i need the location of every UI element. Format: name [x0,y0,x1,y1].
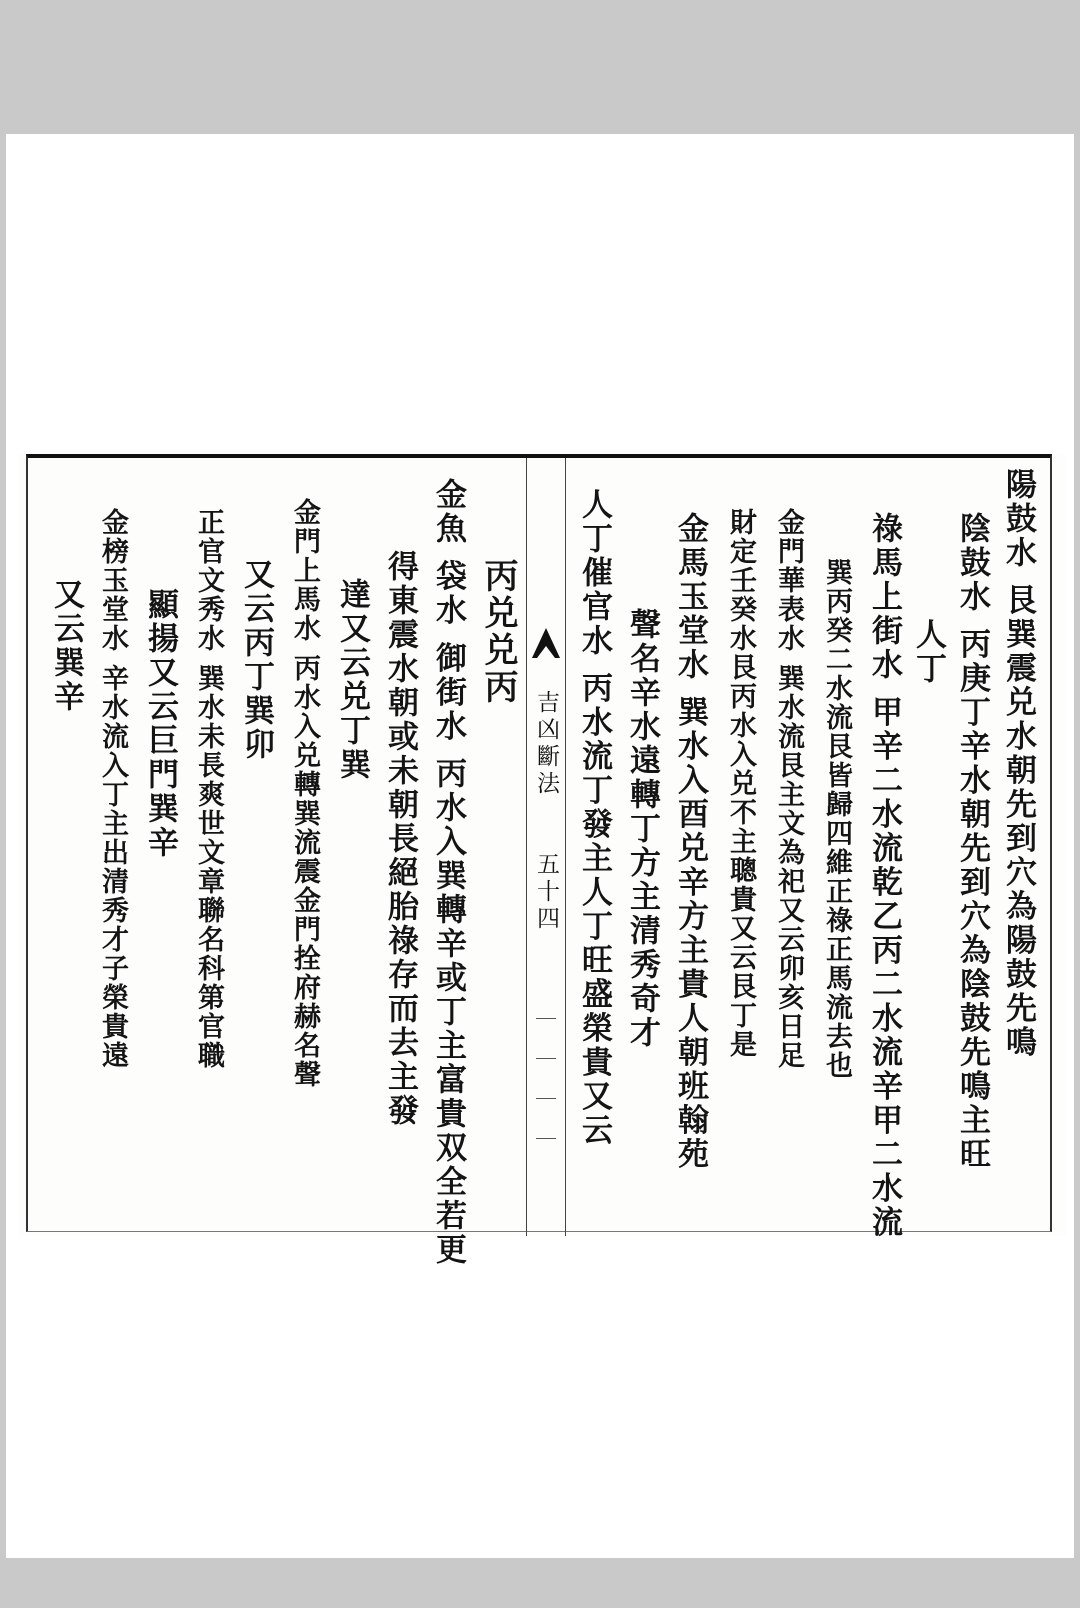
text-column: 金門上馬水 丙水入兑轉巽流震金門拴府赫名聲 [289,498,320,1090]
page-sheet [6,134,1074,1558]
fish-tail-notch [537,646,555,658]
text-column: 聲名辛水遠轉丁方主清秀奇才 [624,608,660,1050]
text-column: 陽鼓水 艮巽震兑水朝先到穴為陽鼓先鳴 [1000,468,1036,1060]
gutter-rule [526,458,527,1236]
scanned-book-spread [18,454,1066,1268]
text-column: 人丁催官水 丙水流丁發主人丁旺盛榮貴又云 [576,488,612,1148]
text-column: 顯揚又云巨門巽辛 [142,588,178,860]
center-gutter [526,458,566,1236]
text-column: 金門華表水 巽水流艮主文為祀又云卯亥日足 [773,508,804,1071]
text-column: 正官文秀水 巽水未長爽世文章聯名科第官職 [193,508,224,1071]
text-column: 祿馬上街水 甲辛二水流乾乙丙二水流辛甲二水流 [866,512,902,1240]
gutter-tick [536,1018,556,1019]
text-column: 金馬玉堂水 巽水入酉兑辛方主貴人朝班翰苑 [672,512,708,1172]
text-column: 金魚 袋水 御街水 丙水入巽轉辛或丁主富貴双全若更 [430,478,466,1268]
text-column: 陰鼓水 丙庚丁辛水朝先到穴為陰鼓先鳴主旺 [954,512,990,1172]
text-column: 又云丙丁巽卯 [238,558,274,762]
gutter-book-title: 吉凶斷法 [533,690,559,798]
text-column: 得東震水朝或未朝長絕胎祿存而去主發 [382,550,418,1128]
page-border-frame [26,454,1052,1268]
gutter-rule [565,458,566,1236]
text-column: 又云巽辛 [48,578,84,714]
text-column: 丙兑兑丙 [478,558,518,706]
text-column: 金榜玉堂水 辛水流入丁主出清秀才子榮貴遠 [97,508,128,1071]
text-column: 巽丙癸二水流艮皆歸四維正祿正馬流去也 [821,558,852,1080]
text-column: 財定壬癸水艮丙水入兑不主聰貴又云艮丁是 [725,508,756,1059]
gutter-page-number: 五十四 [533,852,559,933]
gutter-tick [536,1058,556,1059]
text-column: 人丁 [910,618,946,686]
gutter-tick [536,1098,556,1099]
text-column: 達又云兑丁巽 [334,578,370,782]
gutter-tick [536,1138,556,1139]
